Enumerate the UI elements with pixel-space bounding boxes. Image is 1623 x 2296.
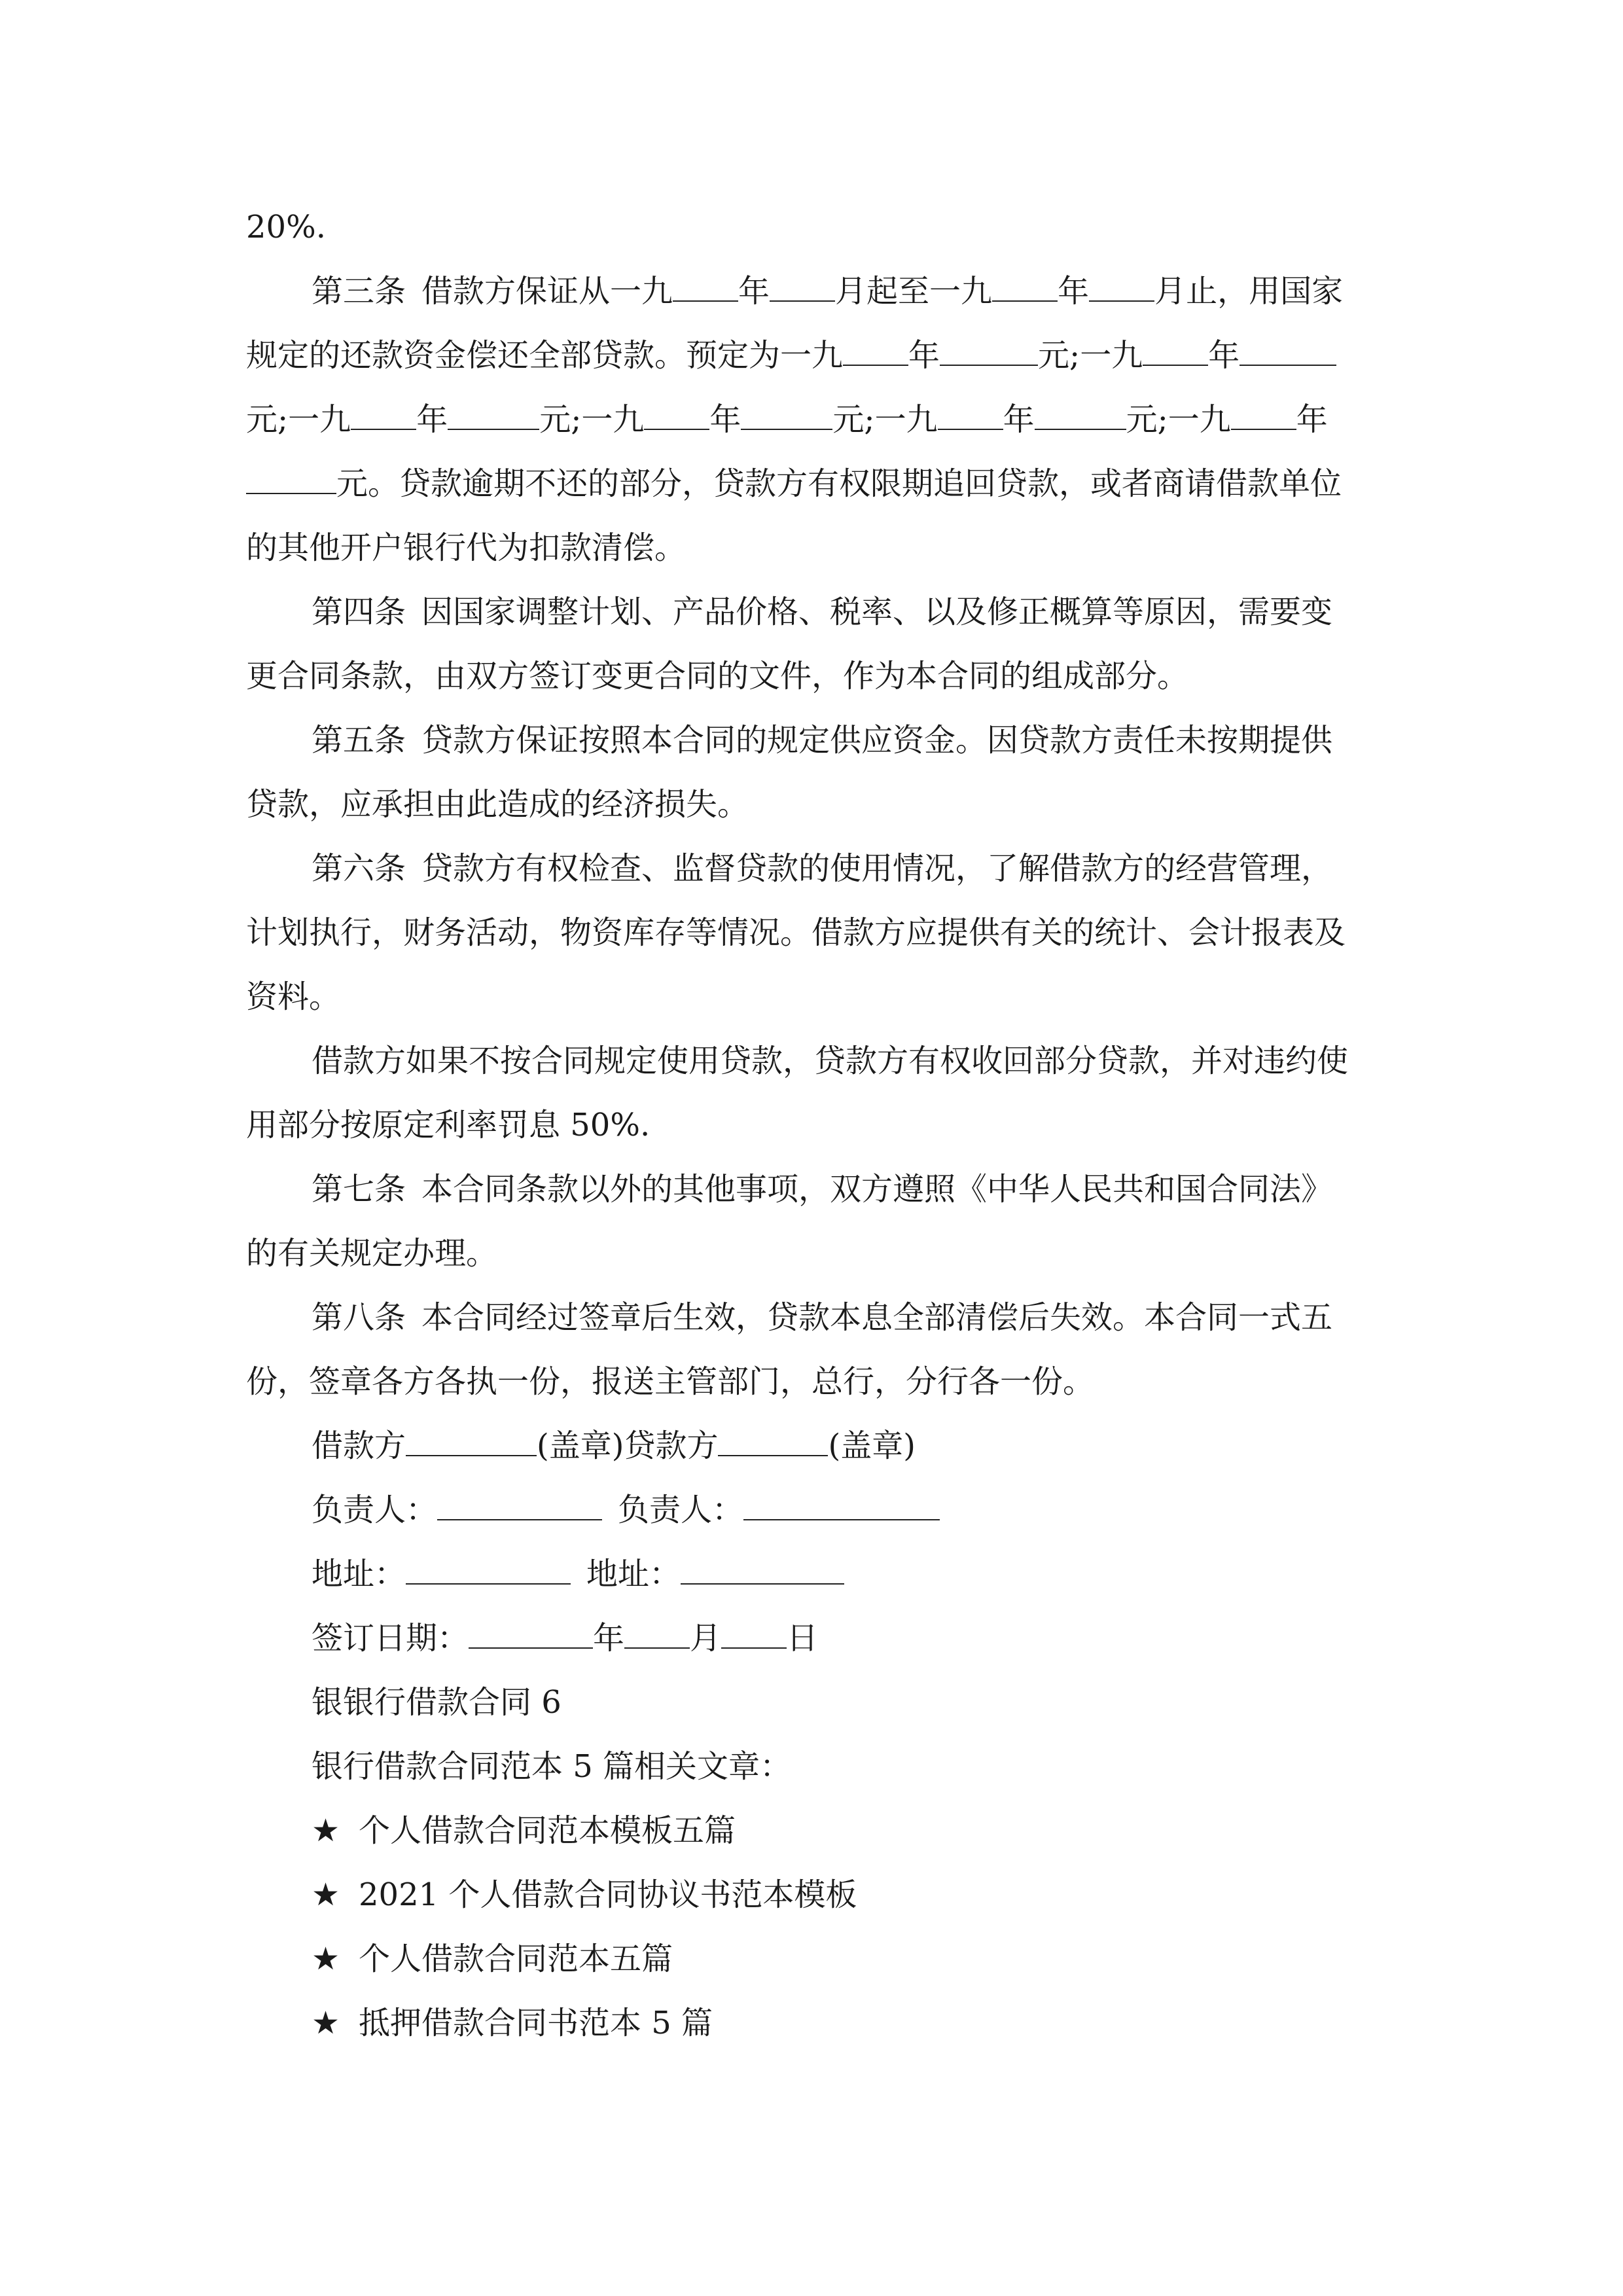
article-label: 第四条 bbox=[312, 594, 406, 630]
manager-field[interactable] bbox=[743, 1480, 940, 1520]
star-icon: ★ bbox=[312, 1876, 340, 1913]
text-line: 贷款，应承担由此造成的经济损失。 bbox=[246, 786, 749, 823]
article-label: 第六条 bbox=[312, 850, 406, 887]
article-label: 第三条 bbox=[312, 273, 406, 310]
related-link[interactable]: ★ 抵押借款合同书范本 5 篇 bbox=[312, 1991, 1381, 2055]
blank-field[interactable] bbox=[246, 454, 336, 494]
text-line: 份，签章各方各执一份，报送主管部门，总行，分行各一份。 bbox=[246, 1363, 1095, 1400]
article-7: 第七条 本合同条款以外的其他事项，双方遵照《中华人民共和国合同法》 bbox=[312, 1171, 1333, 1208]
next-title: 银银行借款合同 6 bbox=[312, 1684, 562, 1721]
signature-managers: 负责人： 负责人： bbox=[312, 1478, 1381, 1542]
blank-field[interactable] bbox=[673, 261, 738, 302]
article-5: 第五条 贷款方保证按照本合同的规定供应资金。因贷款方责任未按期提供 bbox=[312, 722, 1333, 759]
blank-field[interactable] bbox=[843, 325, 908, 366]
article-4: 第四条 因国家调整计划、产品价格、税率、以及修正概算等原因，需要变 bbox=[312, 594, 1333, 630]
text-line: 元。贷款逾期不还的部分，贷款方有权限期追回贷款，或者商请借款单位 bbox=[246, 452, 1381, 516]
blank-field[interactable] bbox=[644, 389, 709, 430]
address-field[interactable] bbox=[681, 1544, 844, 1585]
blank-field[interactable] bbox=[1240, 325, 1336, 366]
date-day-field[interactable] bbox=[721, 1608, 787, 1649]
signature-addresses: 地址： 地址： bbox=[312, 1542, 1381, 1606]
blank-field[interactable] bbox=[940, 325, 1038, 366]
text-line: 更合同条款，由双方签订变更合同的文件，作为本合同的组成部分。 bbox=[246, 658, 1189, 694]
blank-field[interactable] bbox=[1231, 389, 1296, 430]
blank-field[interactable] bbox=[938, 389, 1003, 430]
address-field[interactable] bbox=[406, 1544, 571, 1585]
lender-field[interactable] bbox=[718, 1416, 828, 1456]
star-icon: ★ bbox=[312, 2005, 340, 2041]
star-icon: ★ bbox=[312, 1812, 340, 1849]
text-line: 的其他开户银行代为扣款清偿。 bbox=[246, 529, 687, 566]
date-month-field[interactable] bbox=[624, 1608, 690, 1649]
article-label: 第八条 bbox=[312, 1299, 406, 1336]
manager-field[interactable] bbox=[437, 1480, 602, 1520]
article-8: 第八条 本合同经过签章后生效，贷款本息全部清偿后失效。本合同一式五 bbox=[312, 1299, 1333, 1336]
text-line: 资料。 bbox=[246, 978, 341, 1015]
text-line: 的有关规定办理。 bbox=[246, 1235, 498, 1272]
date-year-field[interactable] bbox=[469, 1608, 593, 1649]
text-line: 20%. bbox=[246, 209, 326, 245]
article-6: 第六条 贷款方有权检查、监督贷款的使用情况，了解借款方的经营管理， bbox=[312, 850, 1333, 887]
signing-date: 签订日期： 年 月 日 bbox=[312, 1606, 1381, 1670]
blank-field[interactable] bbox=[1143, 325, 1208, 366]
related-link[interactable]: ★ 2021 个人借款合同协议书范本模板 bbox=[312, 1863, 1381, 1927]
related-link[interactable]: ★ 个人借款合同范本模板五篇 bbox=[312, 1799, 1381, 1863]
blank-field[interactable] bbox=[1035, 389, 1126, 430]
blank-field[interactable] bbox=[448, 389, 539, 430]
text-line: 计划执行，财务活动，物资库存等情况。借款方应提供有关的统计、会计报表及 bbox=[246, 914, 1346, 951]
blank-field[interactable] bbox=[770, 261, 835, 302]
text-line: 用部分按原定利率罚息 50%. bbox=[246, 1107, 651, 1143]
related-link[interactable]: ★ 个人借款合同范本五篇 bbox=[312, 1927, 1381, 1991]
text-line: 借款方如果不按合同规定使用贷款，贷款方有权收回部分贷款，并对违约使 bbox=[312, 1043, 1349, 1079]
blank-field[interactable] bbox=[741, 389, 832, 430]
borrower-field[interactable] bbox=[406, 1416, 537, 1456]
text-line: 规定的还款资金偿还全部贷款。预定为一九 年 元;一九 年 bbox=[246, 323, 1381, 387]
blank-field[interactable] bbox=[992, 261, 1058, 302]
blank-field[interactable] bbox=[351, 389, 416, 430]
text-line: 元;一九 年 元;一九 年 元;一九 年 元;一九 年 bbox=[246, 387, 1381, 452]
article-label: 第五条 bbox=[312, 722, 406, 759]
blank-field[interactable] bbox=[1089, 261, 1154, 302]
article-label: 第七条 bbox=[312, 1171, 406, 1208]
article-3: 第三条 借款方保证从一九 年 月起至一九 年 月止，用国家 bbox=[312, 259, 1381, 323]
related-heading: 银行借款合同范本 5 篇相关文章： bbox=[312, 1748, 792, 1785]
signature-parties: 借款方 (盖章)贷款方 (盖章) bbox=[312, 1414, 1381, 1478]
star-icon: ★ bbox=[312, 1941, 340, 1977]
